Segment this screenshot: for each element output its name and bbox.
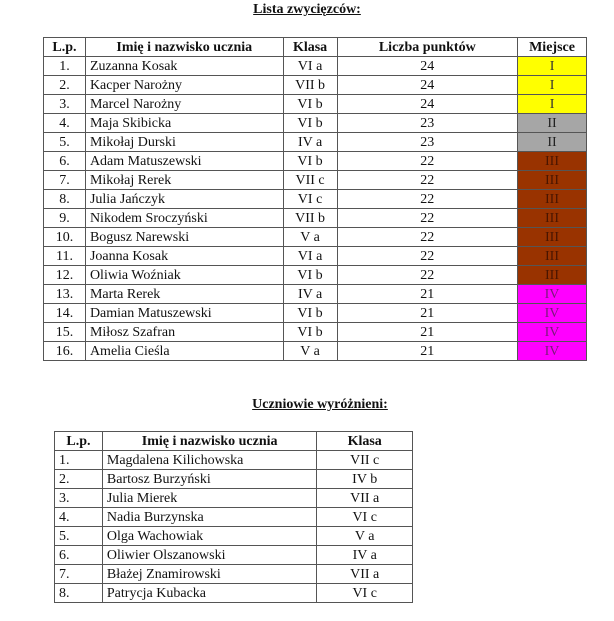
row-place: II bbox=[518, 114, 587, 133]
row-lp: 5. bbox=[55, 527, 103, 546]
row-class: VII a bbox=[317, 565, 413, 584]
row-class: V a bbox=[317, 527, 413, 546]
row-lp: 3. bbox=[55, 489, 103, 508]
row-place: II bbox=[518, 133, 587, 152]
header-name: Imię i nazwisko ucznia bbox=[102, 432, 316, 451]
distinguished-row bbox=[55, 508, 413, 527]
row-name: Oliwia Woźniak bbox=[85, 266, 283, 285]
winner-row bbox=[44, 285, 587, 304]
row-class: V a bbox=[283, 228, 337, 247]
row-lp: 3. bbox=[44, 95, 86, 114]
header-lp: L.p. bbox=[44, 38, 86, 57]
row-lp: 16. bbox=[44, 342, 86, 361]
distinguished-row bbox=[55, 527, 413, 546]
winner-row bbox=[44, 342, 587, 361]
row-class: VII b bbox=[283, 209, 337, 228]
header-class: Klasa bbox=[317, 432, 413, 451]
winner-row bbox=[44, 209, 587, 228]
header-name: Imię i nazwisko ucznia bbox=[85, 38, 283, 57]
row-lp: 7. bbox=[44, 171, 86, 190]
row-lp: 1. bbox=[55, 451, 103, 470]
winners-header-row bbox=[44, 38, 587, 57]
distinguished-row bbox=[55, 584, 413, 603]
row-points: 24 bbox=[337, 57, 518, 76]
row-class: VI c bbox=[317, 584, 413, 603]
row-name: Błażej Znamirowski bbox=[102, 565, 316, 584]
row-name: Joanna Kosak bbox=[85, 247, 283, 266]
row-points: 21 bbox=[337, 323, 518, 342]
header-points: Liczba punktów bbox=[337, 38, 518, 57]
row-class: VII b bbox=[283, 76, 337, 95]
row-lp: 4. bbox=[44, 114, 86, 133]
winner-row bbox=[44, 76, 587, 95]
row-class: IV a bbox=[283, 133, 337, 152]
row-lp: 4. bbox=[55, 508, 103, 527]
row-lp: 7. bbox=[55, 565, 103, 584]
row-class: VI b bbox=[283, 304, 337, 323]
row-points: 22 bbox=[337, 152, 518, 171]
winner-row bbox=[44, 133, 587, 152]
winner-row bbox=[44, 266, 587, 285]
row-points: 24 bbox=[337, 95, 518, 114]
winner-row bbox=[44, 57, 587, 76]
winners-title: Lista zwycięzców: bbox=[253, 2, 361, 17]
row-class: VI a bbox=[283, 57, 337, 76]
row-place: III bbox=[518, 228, 587, 247]
row-lp: 10. bbox=[44, 228, 86, 247]
row-lp: 6. bbox=[44, 152, 86, 171]
row-points: 21 bbox=[337, 304, 518, 323]
distinguished-row bbox=[55, 489, 413, 508]
row-place: III bbox=[518, 152, 587, 171]
row-name: Nadia Burzynska bbox=[102, 508, 316, 527]
row-name: Adam Matuszewski bbox=[85, 152, 283, 171]
row-lp: 2. bbox=[55, 470, 103, 489]
row-class: VI b bbox=[283, 95, 337, 114]
row-lp: 13. bbox=[44, 285, 86, 304]
distinguished-row bbox=[55, 546, 413, 565]
row-lp: 14. bbox=[44, 304, 86, 323]
row-name: Zuzanna Kosak bbox=[85, 57, 283, 76]
row-place: III bbox=[518, 190, 587, 209]
row-lp: 1. bbox=[44, 57, 86, 76]
row-lp: 2. bbox=[44, 76, 86, 95]
distinguished-row bbox=[55, 470, 413, 489]
row-lp: 8. bbox=[44, 190, 86, 209]
row-points: 22 bbox=[337, 190, 518, 209]
row-class: VII c bbox=[317, 451, 413, 470]
winners-table bbox=[43, 37, 587, 361]
row-lp: 11. bbox=[44, 247, 86, 266]
row-lp: 8. bbox=[55, 584, 103, 603]
row-name: Kacper Narożny bbox=[85, 76, 283, 95]
row-points: 23 bbox=[337, 114, 518, 133]
row-class: VII c bbox=[283, 171, 337, 190]
row-class: VI b bbox=[283, 114, 337, 133]
distinguished-header-row bbox=[55, 432, 413, 451]
row-class: IV b bbox=[317, 470, 413, 489]
winner-row bbox=[44, 304, 587, 323]
row-name: Magdalena Kilichowska bbox=[102, 451, 316, 470]
row-class: IV a bbox=[317, 546, 413, 565]
winner-row bbox=[44, 247, 587, 266]
row-name: Amelia Cieśla bbox=[85, 342, 283, 361]
row-place: III bbox=[518, 171, 587, 190]
row-points: 22 bbox=[337, 209, 518, 228]
distinguished-row bbox=[55, 565, 413, 584]
row-name: Nikodem Sroczyński bbox=[85, 209, 283, 228]
row-place: IV bbox=[518, 323, 587, 342]
header-place: Miejsce bbox=[518, 38, 587, 57]
row-name: Mikołaj Durski bbox=[85, 133, 283, 152]
row-points: 22 bbox=[337, 171, 518, 190]
row-name: Julia Mierek bbox=[102, 489, 316, 508]
row-place: IV bbox=[518, 304, 587, 323]
row-name: Olga Wachowiak bbox=[102, 527, 316, 546]
row-name: Mikołaj Rerek bbox=[85, 171, 283, 190]
row-name: Oliwier Olszanowski bbox=[102, 546, 316, 565]
row-place: IV bbox=[518, 342, 587, 361]
winner-row bbox=[44, 152, 587, 171]
row-name: Patrycja Kubacka bbox=[102, 584, 316, 603]
distinguished-row bbox=[55, 451, 413, 470]
row-class: VI a bbox=[283, 247, 337, 266]
row-place: IV bbox=[518, 285, 587, 304]
row-lp: 15. bbox=[44, 323, 86, 342]
distinguished-table bbox=[54, 431, 413, 603]
row-class: VII a bbox=[317, 489, 413, 508]
winner-row bbox=[44, 95, 587, 114]
row-lp: 5. bbox=[44, 133, 86, 152]
row-name: Damian Matuszewski bbox=[85, 304, 283, 323]
header-class: Klasa bbox=[283, 38, 337, 57]
row-lp: 12. bbox=[44, 266, 86, 285]
row-place: I bbox=[518, 57, 587, 76]
row-class: VI c bbox=[317, 508, 413, 527]
row-name: Bartosz Burzyński bbox=[102, 470, 316, 489]
row-class: VI b bbox=[283, 266, 337, 285]
distinguished-title: Uczniowie wyróżnieni: bbox=[252, 397, 388, 412]
row-points: 22 bbox=[337, 228, 518, 247]
row-place: I bbox=[518, 76, 587, 95]
row-class: V a bbox=[283, 342, 337, 361]
row-points: 21 bbox=[337, 342, 518, 361]
row-points: 24 bbox=[337, 76, 518, 95]
row-name: Julia Jańczyk bbox=[85, 190, 283, 209]
row-class: IV a bbox=[283, 285, 337, 304]
row-name: Maja Skibicka bbox=[85, 114, 283, 133]
row-name: Marcel Narożny bbox=[85, 95, 283, 114]
row-name: Marta Rerek bbox=[85, 285, 283, 304]
row-class: VI b bbox=[283, 152, 337, 171]
winner-row bbox=[44, 190, 587, 209]
row-class: VI c bbox=[283, 190, 337, 209]
row-lp: 6. bbox=[55, 546, 103, 565]
winner-row bbox=[44, 114, 587, 133]
row-points: 22 bbox=[337, 266, 518, 285]
row-name: Bogusz Narewski bbox=[85, 228, 283, 247]
row-points: 22 bbox=[337, 247, 518, 266]
row-place: III bbox=[518, 247, 587, 266]
header-lp: L.p. bbox=[55, 432, 103, 451]
row-lp: 9. bbox=[44, 209, 86, 228]
row-place: I bbox=[518, 95, 587, 114]
row-place: III bbox=[518, 266, 587, 285]
row-points: 21 bbox=[337, 285, 518, 304]
row-points: 23 bbox=[337, 133, 518, 152]
winner-row bbox=[44, 171, 587, 190]
row-place: III bbox=[518, 209, 587, 228]
winner-row bbox=[44, 228, 587, 247]
winner-row bbox=[44, 323, 587, 342]
row-name: Miłosz Szafran bbox=[85, 323, 283, 342]
row-class: VI b bbox=[283, 323, 337, 342]
